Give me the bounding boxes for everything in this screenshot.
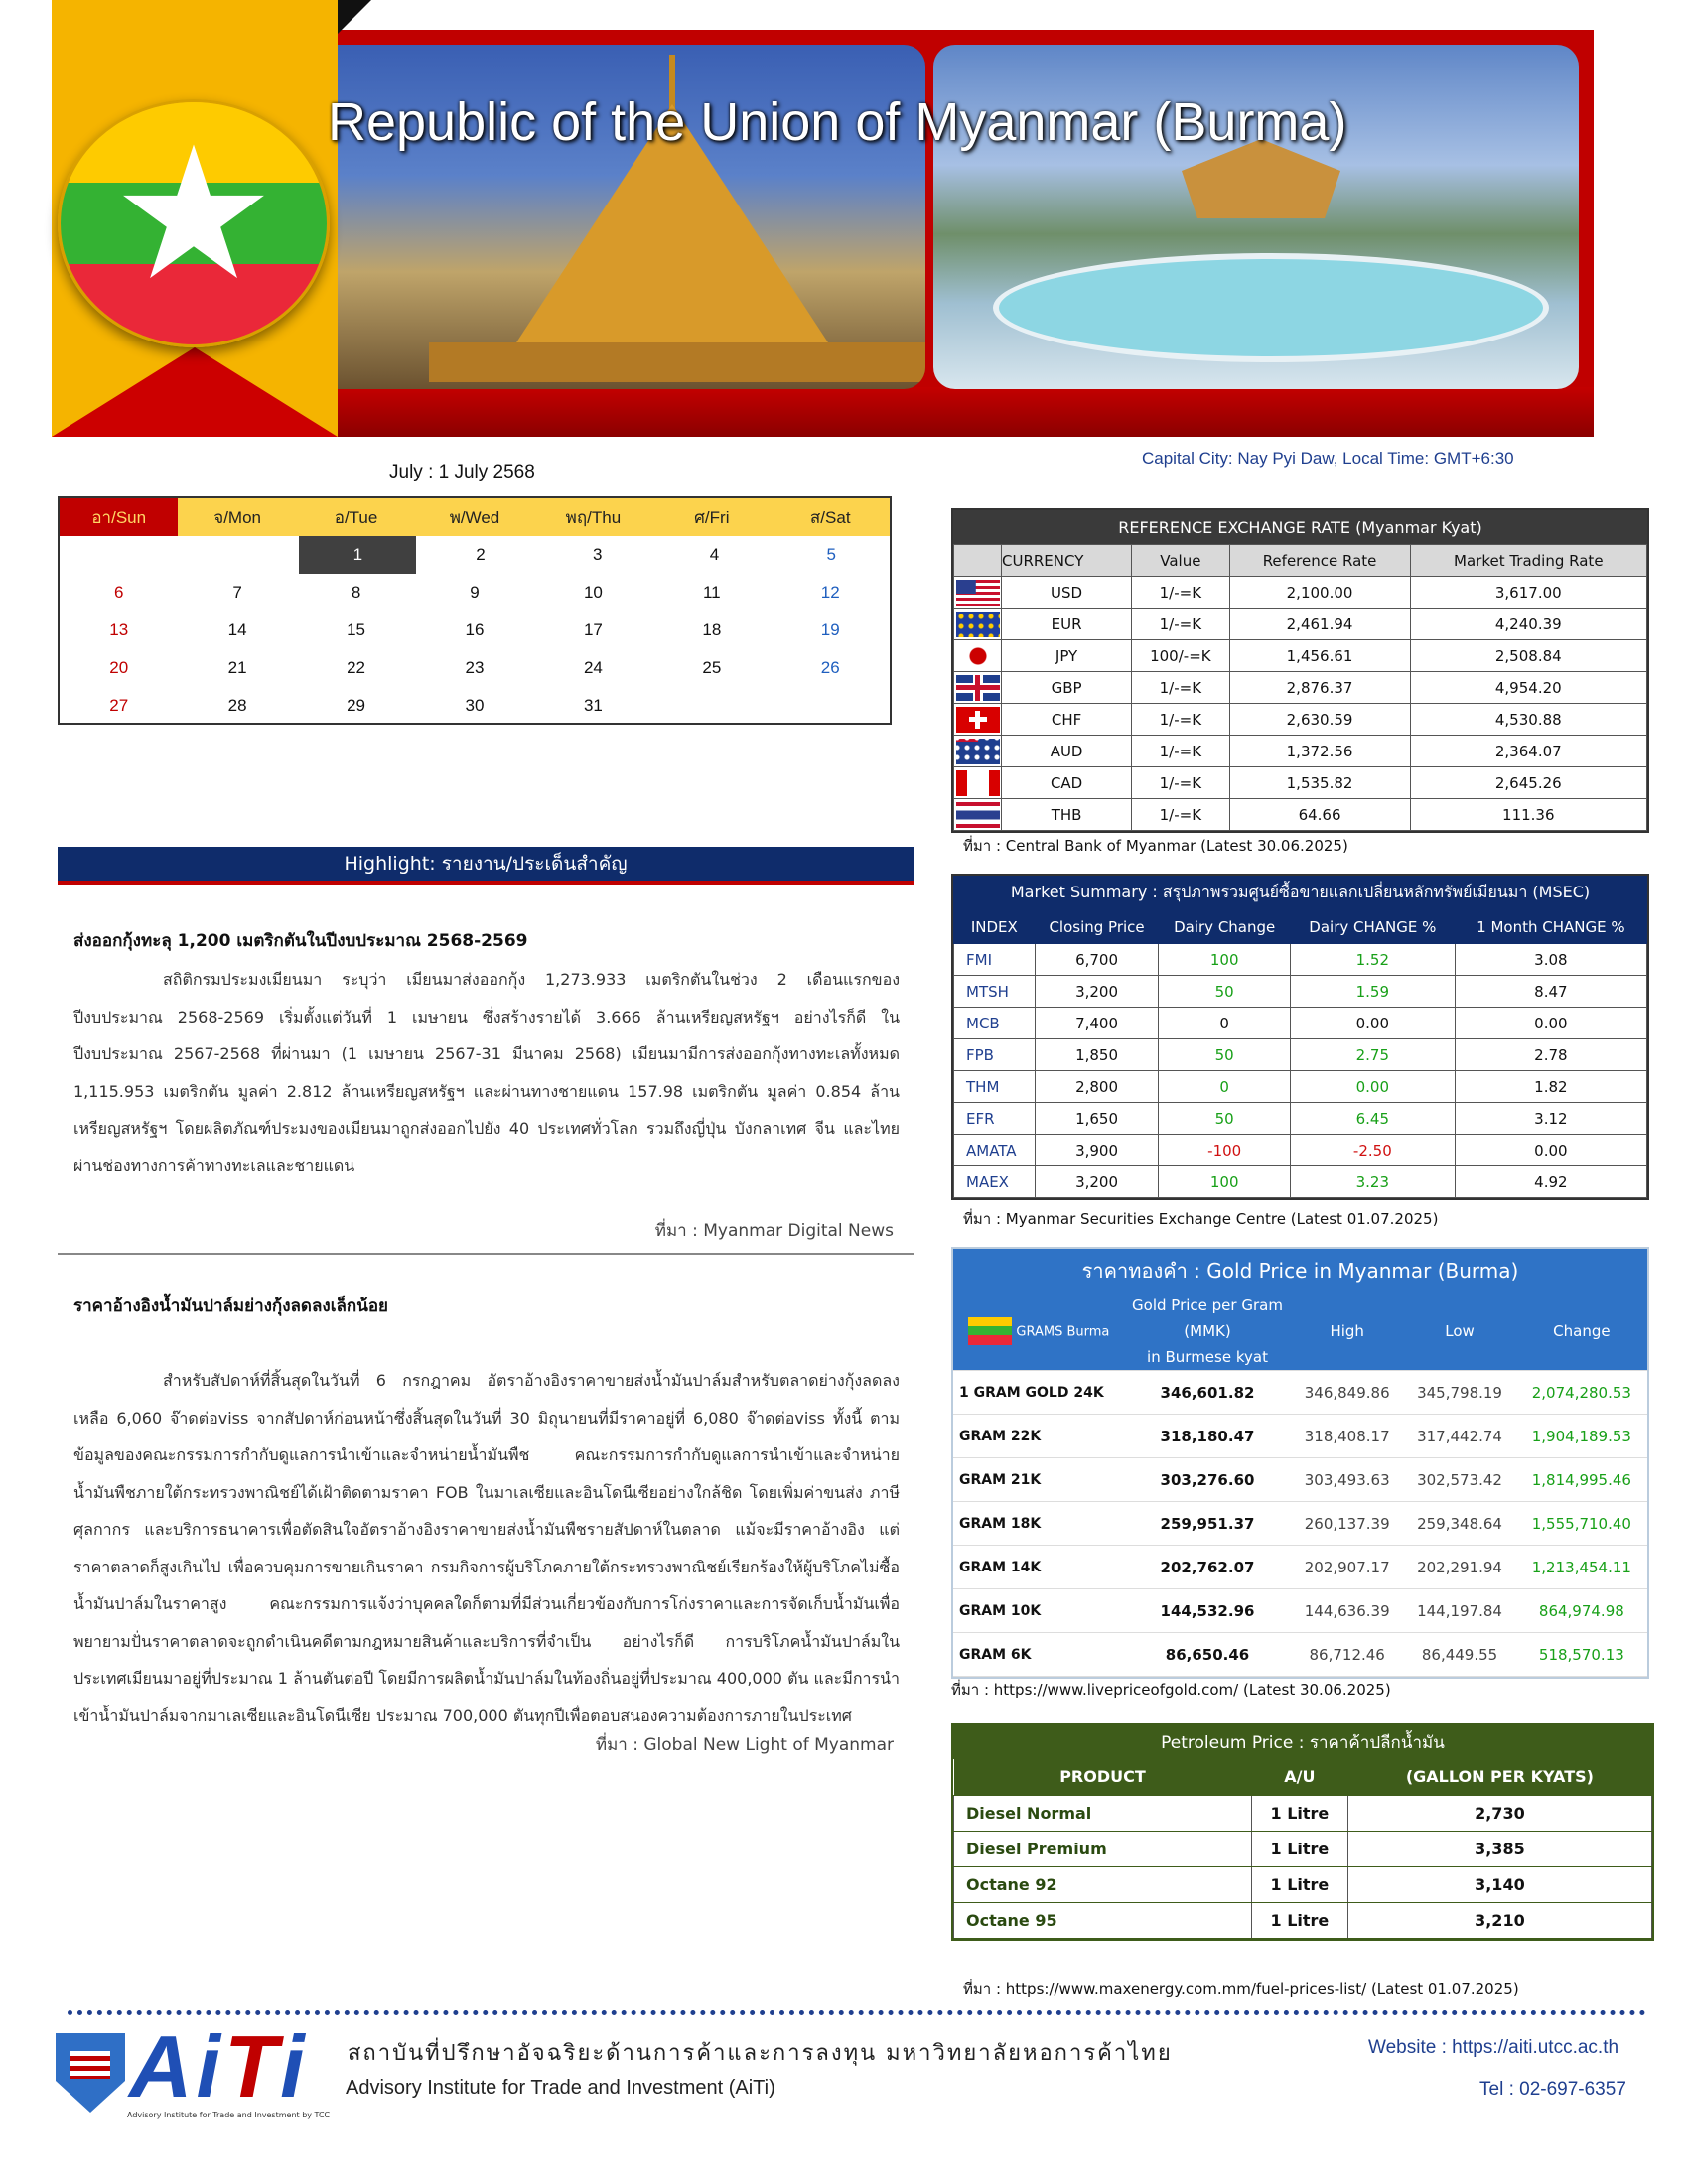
reference-rate: 2,876.37 — [1229, 672, 1410, 704]
gold-low: 86,449.55 — [1403, 1633, 1515, 1677]
gold-high: 346,849.86 — [1291, 1371, 1403, 1415]
calendar-date[interactable]: 23 — [465, 658, 485, 677]
gold-grade: 1 GRAM GOLD 24K — [953, 1371, 1124, 1415]
flag-cell — [954, 640, 1002, 672]
flag-cell — [954, 609, 1002, 640]
gold-price: 86,650.46 — [1124, 1633, 1291, 1677]
petroleum-title: Petroleum Price : ราคาค้าปลีกน้ำมัน — [953, 1725, 1652, 1759]
calendar-date[interactable]: 1 — [299, 536, 416, 574]
month-change-pct: 4.92 — [1455, 1166, 1646, 1198]
gold-low: 345,798.19 — [1403, 1371, 1515, 1415]
petroleum-table — [953, 1759, 1652, 1939]
index-name: THM — [954, 1071, 1036, 1103]
daily-change-pct: 3.23 — [1290, 1166, 1455, 1198]
gold-change: 864,974.98 — [1516, 1589, 1647, 1633]
closing-price: 6,700 — [1035, 944, 1159, 976]
calendar-date — [177, 536, 294, 574]
flag-cell — [954, 736, 1002, 767]
market-rate: 3,617.00 — [1410, 577, 1646, 609]
currency-code: AUD — [1002, 736, 1132, 767]
calendar-date[interactable]: 7 — [232, 583, 242, 602]
gold-head-price: Gold Price per Gram (MMK) — [1132, 1297, 1283, 1340]
calendar-week — [60, 649, 890, 687]
product-unit: 1 Litre — [1252, 1866, 1348, 1902]
product-price: 3,210 — [1347, 1902, 1651, 1938]
calendar-date[interactable]: 15 — [347, 620, 366, 639]
footer-divider — [68, 2010, 1646, 2015]
petroleum-panel — [951, 1723, 1654, 1941]
table-row — [954, 577, 1647, 609]
calendar-date[interactable]: 13 — [109, 620, 129, 639]
table-row — [954, 1103, 1647, 1135]
flag-cell — [954, 767, 1002, 799]
daily-change: -100 — [1159, 1135, 1290, 1166]
au-flag-icon — [956, 739, 1000, 764]
news-headline-2: ราคาอ้างอิงน้ำมันปาล์มย่างกุ้งลดลงเล็กน้อย — [73, 1297, 389, 1316]
table-row — [954, 609, 1647, 640]
month-change-pct: 0.00 — [1455, 1135, 1646, 1166]
calendar-date[interactable]: 20 — [109, 658, 129, 677]
table-row — [953, 1415, 1647, 1458]
daily-change-pct: 1.52 — [1290, 944, 1455, 976]
index-name: FMI — [954, 944, 1036, 976]
daily-change: 0 — [1159, 1071, 1290, 1103]
market-rate: 2,364.07 — [1410, 736, 1646, 767]
petroleum-header: A/U — [1252, 1759, 1348, 1795]
closing-price: 1,650 — [1035, 1103, 1159, 1135]
gold-high: 260,137.39 — [1291, 1502, 1403, 1546]
calendar-week — [60, 687, 890, 725]
market-title: Market Summary : สรุปภาพรวมศูนย์ซื้อขายแลกเปลี่ยนหลักทรัพย์เมียนมา (MSEC) — [953, 876, 1647, 909]
calendar-date[interactable]: 14 — [227, 620, 247, 639]
news-headline-1: ส่งออกกุ้งทะลุ 1,200 เมตริกตันในปีงบประมาณ 2568-2569 — [73, 931, 528, 951]
gold-change: 1,814,995.46 — [1516, 1458, 1647, 1502]
gold-head-low: Low — [1403, 1293, 1515, 1371]
institute-name-en: Advisory Institute for Trade and Investment (AiTi) — [346, 2077, 775, 2099]
market-rate: 111.36 — [1410, 799, 1646, 831]
gold-low: 144,197.84 — [1403, 1589, 1515, 1633]
jp-flag-icon — [956, 643, 1000, 669]
market-header: Dairy Change — [1159, 910, 1290, 944]
calendar-date[interactable]: 27 — [109, 696, 129, 715]
gold-grade: GRAM 6K — [953, 1633, 1124, 1677]
gold-high: 202,907.17 — [1291, 1546, 1403, 1589]
calendar-date[interactable]: 8 — [351, 583, 361, 602]
exchange-header: Reference Rate — [1229, 545, 1410, 577]
daily-change: 50 — [1159, 1039, 1290, 1071]
gold-low: 202,291.94 — [1403, 1546, 1515, 1589]
gold-price: 303,276.60 — [1124, 1458, 1291, 1502]
table-row — [953, 1371, 1647, 1415]
exchange-header: Value — [1132, 545, 1229, 577]
table-row — [953, 1458, 1647, 1502]
calendar-date — [60, 536, 177, 574]
currency-code: THB — [1002, 799, 1132, 831]
calendar-week — [60, 612, 890, 649]
currency-value: 1/-=K — [1132, 672, 1229, 704]
table-row — [953, 1502, 1647, 1546]
table-row — [954, 704, 1647, 736]
currency-value: 100/-=K — [1132, 640, 1229, 672]
calendar-date[interactable]: 22 — [347, 658, 366, 677]
gold-low: 302,573.42 — [1403, 1458, 1515, 1502]
gold-title: ราคาทองคำ : Gold Price in Myanmar (Burma) — [953, 1249, 1647, 1293]
daily-change: 50 — [1159, 1103, 1290, 1135]
market-table — [953, 909, 1647, 1198]
reference-rate: 64.66 — [1229, 799, 1410, 831]
table-row — [954, 640, 1647, 672]
currency-value: 1/-=K — [1132, 577, 1229, 609]
closing-price: 3,900 — [1035, 1135, 1159, 1166]
gold-price: 202,762.07 — [1124, 1546, 1291, 1589]
index-name: MCB — [954, 1008, 1036, 1039]
index-name: MAEX — [954, 1166, 1036, 1198]
closing-price: 2,800 — [1035, 1071, 1159, 1103]
closing-price: 3,200 — [1035, 976, 1159, 1008]
market-panel — [951, 874, 1649, 1200]
calendar-date[interactable]: 28 — [227, 696, 247, 715]
calendar-date[interactable]: 18 — [702, 620, 722, 639]
news-source-1: ที่มา : Myanmar Digital News — [654, 1221, 894, 1241]
gold-change: 2,074,280.53 — [1516, 1371, 1647, 1415]
gold-price: 144,532.96 — [1124, 1589, 1291, 1633]
aiti-logo-sub: Advisory Institute for Trade and Investment by TCC — [127, 2111, 331, 2119]
product-price: 3,140 — [1347, 1866, 1651, 1902]
market-rate: 2,645.26 — [1410, 767, 1646, 799]
closing-price: 1,850 — [1035, 1039, 1159, 1071]
news-source-2: ที่มา : Global New Light of Myanmar — [595, 1735, 894, 1755]
month-change-pct: 0.00 — [1455, 1008, 1646, 1039]
exchange-title: REFERENCE EXCHANGE RATE (Myanmar Kyat) — [953, 510, 1647, 544]
month-change-pct: 2.78 — [1455, 1039, 1646, 1071]
gold-price: 346,601.82 — [1124, 1371, 1291, 1415]
calendar-date[interactable]: 25 — [702, 658, 722, 677]
us-flag-icon — [956, 580, 1000, 606]
exchange-panel — [951, 508, 1649, 833]
news-body-1: สถิติกรมประมงเมียนมา ระบุว่า เมียนมาส่งออกกุ้ง 1,273.933 เมตริกตันในช่วง 2 เดือนแรกของปีงบประมาณ 2568-2569 เริ่มตั้งแต่วันที่ 1 เมษายน ซึ่งสร้างรายได้ 3.666 ล้านเหรียญสหรัฐฯ อย่างไรก็ดี ในปีงบประมาณ 2567-2568 ที่ผ่านมา (1 เมษายน 2567-31 มีนาคม 2568) เมียนมามีการส่งออกกุ้งทางทะเลทั้งหมด 1,115.953 เมตริกตัน มูลค่า 2.812 ล้านเหรียญสหรัฐฯ และผ่านทางชายแดน 157.98 เมตริกตัน มูลค่า 0.854 ล้านเหรียญสหรัฐฯ โดยผลิตภัณฑ์ประมงของเมียนมาถูกส่งออกไปยัง 40 ประเทศทั่วโลก รวมถึงญี่ปุ่น บังกลาเทศ จีน และไทย ผ่านช่องทางการค้าทางทะเลและชายแดน — [73, 970, 900, 1175]
highlight-bar: Highlight: รายงาน/ประเด็นสำคัญ — [58, 847, 914, 885]
currency-code: JPY — [1002, 640, 1132, 672]
ca-flag-icon — [956, 770, 1000, 796]
product-unit: 1 Litre — [1252, 1795, 1348, 1831]
flag-cell — [954, 672, 1002, 704]
table-row — [954, 1071, 1647, 1103]
market-rate: 4,240.39 — [1410, 609, 1646, 640]
calendar-day-header: พ/Wed — [415, 498, 533, 536]
gold-high: 303,493.63 — [1291, 1458, 1403, 1502]
website-link[interactable]: Website : https://aiti.utcc.ac.th — [1368, 2037, 1619, 2058]
gold-change: 1,904,189.53 — [1516, 1415, 1647, 1458]
table-row — [954, 767, 1647, 799]
market-header: INDEX — [954, 910, 1036, 944]
product-unit: 1 Litre — [1252, 1831, 1348, 1866]
product-price: 3,385 — [1347, 1831, 1651, 1866]
flag-cell — [954, 799, 1002, 831]
gold-change: 518,570.13 — [1516, 1633, 1647, 1677]
product-name: Octane 92 — [954, 1866, 1252, 1902]
exchange-header: CURRENCY — [1002, 545, 1132, 577]
gold-grade: GRAM 18K — [953, 1502, 1124, 1546]
calendar-date[interactable]: 6 — [113, 583, 124, 602]
table-row — [954, 1008, 1647, 1039]
aiti-logo: AiTi — [129, 2017, 309, 2116]
calendar-title: July : 1 July 2568 — [389, 462, 535, 482]
market-rate: 2,508.84 — [1410, 640, 1646, 672]
market-source: ที่มา : Myanmar Securities Exchange Centre (Latest 01.07.2025) — [963, 1210, 1439, 1228]
capital-city: Capital City: Nay Pyi Daw, Local Time: GMT+6:30 — [1142, 449, 1514, 468]
currency-value: 1/-=K — [1132, 736, 1229, 767]
daily-change-pct: 1.59 — [1290, 976, 1455, 1008]
market-rate: 4,954.20 — [1410, 672, 1646, 704]
calendar-day-header: พฤ/Thu — [534, 498, 652, 536]
gold-low: 259,348.64 — [1403, 1502, 1515, 1546]
flag-cell — [954, 577, 1002, 609]
daily-change: 50 — [1159, 976, 1290, 1008]
calendar-date — [772, 687, 890, 725]
calendar-date[interactable]: 17 — [583, 620, 603, 639]
currency-code: USD — [1002, 577, 1132, 609]
calendar-date[interactable]: 3 — [593, 545, 603, 564]
calendar-day-header: อา/Sun — [60, 498, 178, 536]
news-body-2: สำหรับสัปดาห์ที่สิ้นสุดในวันที่ 6 กรกฎาคม อัตราอ้างอิงราคาขายส่งน้ำมันปาล์มสำหรับตลาดย่างกุ้งลดลงเหลือ 6,060 จ๊าดต่อviss จากสัปดาห์ก่อนหน้าซึ่งสิ้นสุดในวันที่ 30 มิถุนายนที่มีราคาอยู่ที่ 6,080 จ๊าดต่อviss ทั้งนี้ ตามข้อมูลของคณะกรรมการกำกับดูแลการนำเข้าและจำหน่ายน้ำมันพืช คณะกรรมการกำกับดูแลการนำเข้าและจำหน่ายน้ำมันพืชภายใต้กระทรวงพาณิชย์ได้เฝ้าติดตามราคา FOB ในมาเลเซียและอินโดนีเซียอย่างใกล้ชิด โดยเพิ่มค่าขนส่ง ภาษีศุลกากร และบริการธนาคารเพื่อตัดสินใจอัตราอ้างอิงราคาขายส่งน้ำมันพืชรายสัปดาห์ในตลาด แม้จะมีราคาอ้างอิง แต่ราคาตลาดก็สูงเกินไป เพื่อควบคุมการขายเกินราคา กรมกิจการผู้บริโภคภายใต้กระทรวงพาณิชย์เรียกร้องให้ผู้บริโภคไม่ซื้อน้ำมันปาล์มในราคาสูง คณะกรรมการแจ้งว่าบุคคลใดก็ตามที่มีส่วนเกี่ยวข้องกับการโก่งราคาและการจัดเก็บน้ำมันเพื่อพยายามปั่นราคาตลาดจะถูกดำเนินคดีตามกฎหมายสินค้าและบริการที่จำเป็น อย่างไรก็ดี การบริโภคน้ำมันปาล์มในประเทศเมียนมาอยู่ที่ประมาณ 1 ล้านตันต่อปี โดยมีการผลิตน้ำมันปาล์มในท้องถิ่นอยู่ที่ประมาณ 400,000 ตัน และมีการนำเข้าน้ำมันปาล์มจากมาเลเซียและอินโดนีเซีย ประมาณ 700,000 ตันทุกปีเพื่อตอบสนองความต้องการภายในประเทศ — [73, 1371, 900, 1725]
calendar-date[interactable]: 16 — [465, 620, 485, 639]
table-row — [954, 799, 1647, 831]
daily-change-pct: -2.50 — [1290, 1135, 1455, 1166]
calendar-date[interactable]: 9 — [470, 583, 480, 602]
currency-code: EUR — [1002, 609, 1132, 640]
exchange-source: ที่มา : Central Bank of Myanmar (Latest 30.06.2025) — [963, 837, 1348, 855]
reference-rate: 1,456.61 — [1229, 640, 1410, 672]
calendar-day-header: ศ/Fri — [652, 498, 771, 536]
gold-head-grams: GRAMS Burma — [1016, 1324, 1110, 1340]
th-flag-icon — [956, 802, 1000, 828]
calendar-week — [60, 574, 890, 612]
aiti-shield-icon — [56, 2033, 125, 2113]
calendar-day-header: ส/Sat — [772, 498, 890, 536]
closing-price: 3,200 — [1035, 1166, 1159, 1198]
market-header: 1 Month CHANGE % — [1455, 910, 1646, 944]
petroleum-source: ที่มา : https://www.maxenergy.com.mm/fuel-prices-list/ (Latest 01.07.2025) — [963, 1980, 1519, 1998]
month-change-pct: 3.12 — [1455, 1103, 1646, 1135]
eu-flag-icon — [956, 612, 1000, 637]
table-row — [954, 1166, 1647, 1198]
gold-grade: GRAM 21K — [953, 1458, 1124, 1502]
market-header: Closing Price — [1035, 910, 1159, 944]
table-row — [954, 1039, 1647, 1071]
page-title: Republic of the Union of Myanmar (Burma) — [328, 92, 1347, 152]
gold-head-high: High — [1291, 1293, 1403, 1371]
currency-code: GBP — [1002, 672, 1132, 704]
product-name: Octane 95 — [954, 1902, 1252, 1938]
calendar-date[interactable]: 5 — [826, 545, 836, 564]
product-price: 2,730 — [1347, 1795, 1651, 1831]
table-row — [953, 1589, 1647, 1633]
product-name: Diesel Premium — [954, 1831, 1252, 1866]
petroleum-header: (GALLON PER KYATS) — [1347, 1759, 1651, 1795]
month-change-pct: 1.82 — [1455, 1071, 1646, 1103]
month-change-pct: 3.08 — [1455, 944, 1646, 976]
calendar-day-header: จ/Mon — [178, 498, 296, 536]
reference-rate: 2,100.00 — [1229, 577, 1410, 609]
table-row — [954, 1831, 1652, 1866]
calendar-date[interactable]: 19 — [820, 620, 840, 639]
gold-panel — [951, 1247, 1649, 1679]
calendar-week — [60, 536, 890, 574]
exchange-table — [953, 544, 1647, 831]
calendar-date[interactable]: 24 — [583, 658, 603, 677]
gold-grade: GRAM 22K — [953, 1415, 1124, 1458]
gold-head-change: Change — [1516, 1293, 1647, 1371]
index-name: AMATA — [954, 1135, 1036, 1166]
closing-price: 7,400 — [1035, 1008, 1159, 1039]
gold-head-price2: in Burmese kyat — [1147, 1348, 1268, 1366]
table-row — [954, 672, 1647, 704]
table-row — [953, 1633, 1647, 1677]
table-row — [953, 1546, 1647, 1589]
institute-name-th: สถาบันที่ปรึกษาอัจฉริยะด้านการค้าและการลงทุน มหาวิทยาลัยหอการค้าไทย — [348, 2041, 1173, 2066]
product-unit: 1 Litre — [1252, 1902, 1348, 1938]
daily-change-pct: 2.75 — [1290, 1039, 1455, 1071]
gold-high: 144,636.39 — [1291, 1589, 1403, 1633]
calendar-date[interactable]: 4 — [709, 545, 720, 564]
market-rate: 4,530.88 — [1410, 704, 1646, 736]
myanmar-flag-icon: ★ — [58, 99, 330, 347]
calendar-date[interactable]: 11 — [702, 583, 721, 602]
calendar-date[interactable]: 29 — [347, 696, 366, 715]
gold-source: ที่มา : https://www.livepriceofgold.com/ (Latest 30.06.2025) — [951, 1681, 1391, 1699]
table-row — [954, 1866, 1652, 1902]
currency-value: 1/-=K — [1132, 704, 1229, 736]
index-name: MTSH — [954, 976, 1036, 1008]
index-name: EFR — [954, 1103, 1036, 1135]
gold-table — [953, 1293, 1647, 1677]
gold-grade: GRAM 10K — [953, 1589, 1124, 1633]
calendar-date[interactable]: 21 — [227, 658, 247, 677]
daily-change-pct: 6.45 — [1290, 1103, 1455, 1135]
calendar-date[interactable]: 30 — [465, 696, 485, 715]
calendar-date[interactable]: 10 — [583, 583, 603, 602]
currency-code: CHF — [1002, 704, 1132, 736]
table-row — [954, 736, 1647, 767]
gold-price: 318,180.47 — [1124, 1415, 1291, 1458]
gold-high: 318,408.17 — [1291, 1415, 1403, 1458]
daily-change-pct: 0.00 — [1290, 1071, 1455, 1103]
market-header: Dairy CHANGE % — [1290, 910, 1455, 944]
currency-value: 1/-=K — [1132, 799, 1229, 831]
telephone: Tel : 02-697-6357 — [1479, 2079, 1626, 2100]
calendar — [58, 496, 892, 725]
reference-rate: 1,372.56 — [1229, 736, 1410, 767]
reference-rate: 1,535.82 — [1229, 767, 1410, 799]
calendar-date[interactable]: 26 — [820, 658, 840, 677]
gold-grade: GRAM 14K — [953, 1546, 1124, 1589]
gold-price: 259,951.37 — [1124, 1502, 1291, 1546]
currency-code: CAD — [1002, 767, 1132, 799]
currency-value: 1/-=K — [1132, 609, 1229, 640]
daily-change-pct: 0.00 — [1290, 1008, 1455, 1039]
calendar-day-header: อ/Tue — [297, 498, 415, 536]
table-row — [954, 1795, 1652, 1831]
flag-header — [954, 545, 1002, 577]
calendar-date[interactable]: 2 — [476, 545, 486, 564]
daily-change: 100 — [1159, 1166, 1290, 1198]
gold-low: 317,442.74 — [1403, 1415, 1515, 1458]
month-change-pct: 8.47 — [1455, 976, 1646, 1008]
table-row — [954, 944, 1647, 976]
table-row — [954, 1135, 1647, 1166]
ch-flag-icon — [956, 707, 1000, 733]
table-row — [954, 1902, 1652, 1938]
daily-change: 0 — [1159, 1008, 1290, 1039]
product-name: Diesel Normal — [954, 1795, 1252, 1831]
calendar-date[interactable]: 31 — [583, 696, 603, 715]
gold-high: 86,712.46 — [1291, 1633, 1403, 1677]
table-row — [954, 976, 1647, 1008]
calendar-date — [652, 687, 771, 725]
gb-flag-icon — [956, 675, 1000, 701]
flag-cell — [954, 704, 1002, 736]
reference-rate: 2,630.59 — [1229, 704, 1410, 736]
daily-change: 100 — [1159, 944, 1290, 976]
reference-rate: 2,461.94 — [1229, 609, 1410, 640]
currency-value: 1/-=K — [1132, 767, 1229, 799]
exchange-header: Market Trading Rate — [1410, 545, 1646, 577]
gold-change: 1,213,454.11 — [1516, 1546, 1647, 1589]
myanmar-flag-icon — [968, 1317, 1012, 1345]
calendar-date[interactable]: 12 — [820, 583, 840, 602]
index-name: FPB — [954, 1039, 1036, 1071]
gold-change: 1,555,710.40 — [1516, 1502, 1647, 1546]
petroleum-header: PRODUCT — [954, 1759, 1252, 1795]
